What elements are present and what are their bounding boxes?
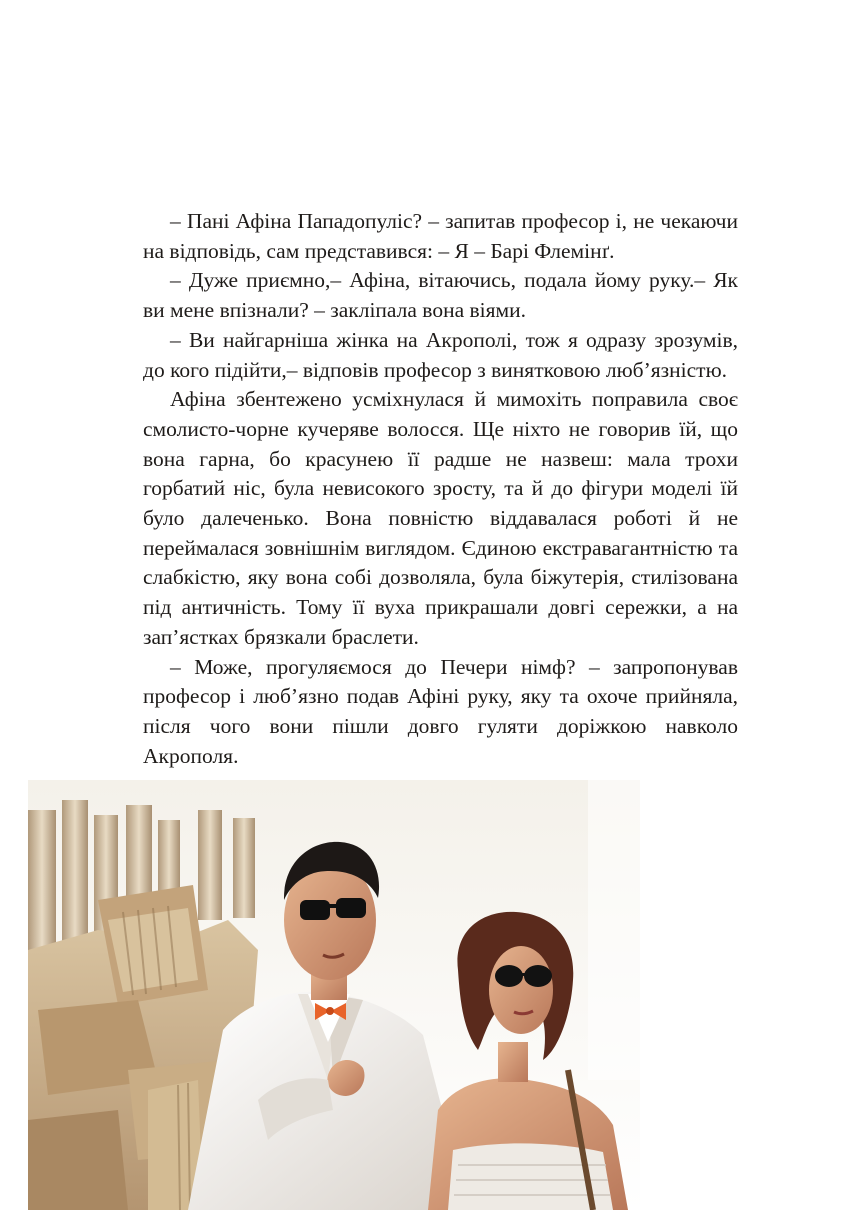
paragraph: – Дуже приємно,– Афіна, вітаючись, подала йому руку.– Як ви мене впізнали? – закліпала вона віями. (143, 268, 738, 323)
story-text (143, 207, 738, 771)
paragraph: – Пані Афіна Пападопуліс? – запитав професор і, не чекаючи на відповідь, сам представився: – Я – Барі Флемінґ. (143, 209, 738, 263)
woman-head (489, 946, 553, 1034)
paragraph: – Може, прогуляємося до Печери німф? – запропонував професор і люб’язно подав Афіні руку, яку та охоче прийняла, після чого вони пішли довго гуляти доріжкою навколо Акрополя. (143, 654, 738, 768)
acropolis-illustration (28, 780, 640, 1210)
illustration-artwork (28, 780, 640, 1210)
paragraph: Афіна збентежено усміхнулася й мимохіть поправила своє смолисто-чорне кучеряве волосся. Ще ніхто не говорив їй, що вона гарна, бо красунею її радше не назвеш: мала трохи горбатий ніс, була невисокого зросту, та й до фігури моделі їй було далеченько. Вона повністю віддавалася роботі й не переймалася зовнішнім виглядом. Єдиною екстравагантністю та слабкістю, яку вона собі дозволяла, була біжутерія, стилізована під античність. Тому її вуха прикрашали довгі сережки, а на зап’ястках брязкали браслети. (143, 387, 738, 649)
paragraph: – Ви найгарніша жінка на Акрополі, тож я одразу зрозумів, до кого підійти,– відповів професор з винятковою люб’язністю. (143, 327, 738, 382)
